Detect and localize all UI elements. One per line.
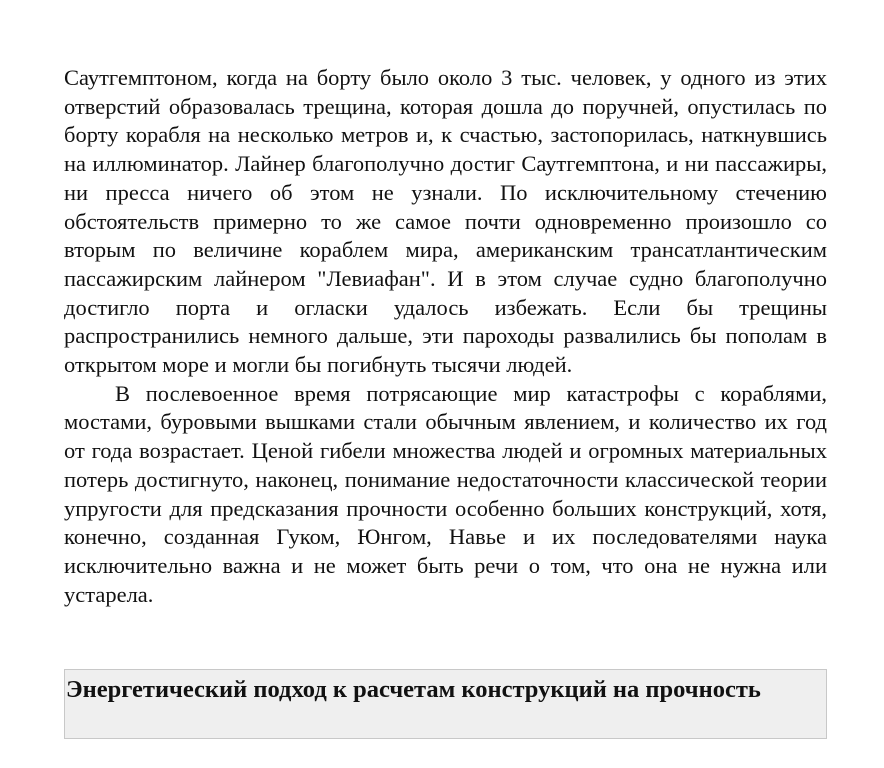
paragraph-ship-cracks: Саутгемптоном, когда на борту было около 3 тыс. человек, у одного из этих отверстий образовалась трещина, которая дошла до поручней, опустилась по борту корабля на несколько метров и, к счастью, застопорилась, наткнувшись на иллюминатор. Лайнер благополучно достиг Саутгемптона, и ни пассажиры, ни пресса ничего об этом не узнали. По исключительному стечению обстоятельств примерно то же самое почти одновременно произошло со вторым по величине кораблем мира, американским трансатлантическим пассажирским лайнером "Левиафан". И в этом случае судно благополучно достигло порта и огласки удалось избежать. Если бы трещины распространились немного дальше, эти пароходы развалились бы пополам в открытом море и могли бы погибнуть тысячи людей. [64, 65, 827, 378]
section-heading-box [64, 669, 827, 739]
section-heading: Энергетический подход к расчетам конструкций на прочность [66, 676, 761, 703]
paragraph-postwar-catastrophes: В послевоенное время потрясающие мир катастрофы с кораблями, мостами, буровыми вышками стали обычным явлением, и количество их год от года возрастает. Ценой гибели множества людей и огромных материальных потерь достигнуто, наконец, понимание недостаточности классической теории упругости для предсказания прочности особенно больших конструкций, хотя, конечно, созданная Гуком, Юнгом, Навье и их последователями наука исключительно важна и не может быть речи о том, что она не нужна или устарела. [64, 380, 827, 607]
document-body [64, 64, 827, 609]
